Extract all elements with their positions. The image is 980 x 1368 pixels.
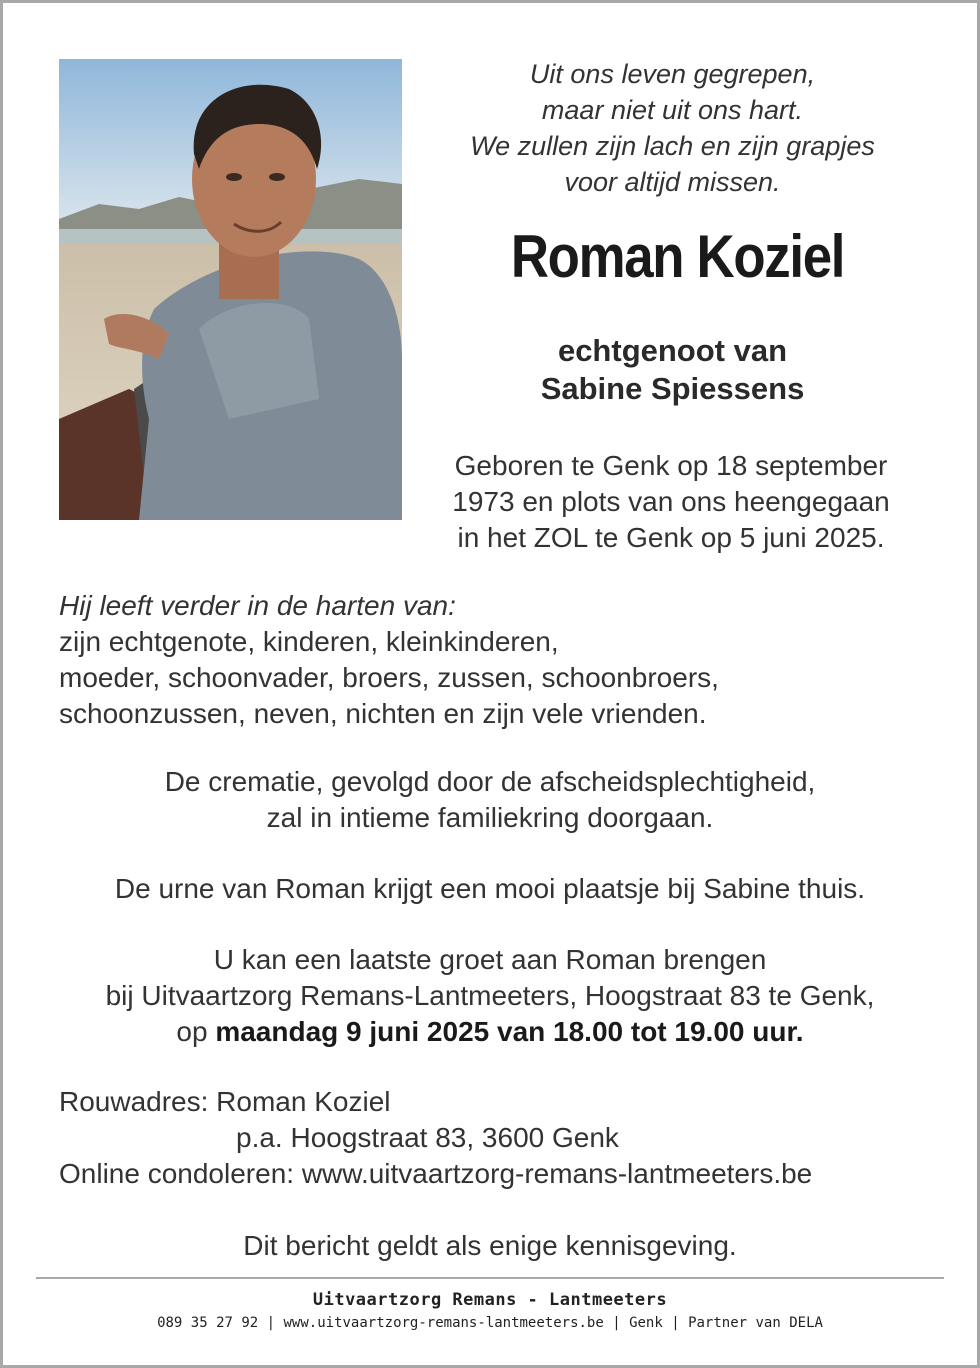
portrait-photo — [59, 59, 402, 520]
memorial-poem — [420, 56, 925, 200]
spouse-label: echtgenoot van — [557, 333, 788, 368]
funeral-home-contact: 089 35 27 92 | www.uitvaartzorg-remans-lantmeeters.be | Genk | Partner van DELA — [157, 1315, 823, 1331]
address-line: p.a. Hoogstraat 83, 3600 Genk — [236, 1122, 619, 1153]
poem-line: voor altijd missen. — [564, 167, 781, 197]
survivors-intro: Hij leeft verder in de harten van: — [59, 590, 456, 621]
birth-line: Geboren te Genk op 18 september — [454, 450, 888, 481]
survivors-line: zijn echtgenote, kinderen, kleinkinderen, — [59, 626, 559, 657]
visit-line: bij Uitvaartzorg Remans-Lantmeeters, Hoogstraat 83 te Genk, — [105, 980, 875, 1011]
spouse-name: Sabine Spiessens — [540, 371, 805, 406]
survivors-block — [59, 588, 919, 732]
urn-notice — [40, 871, 940, 907]
notification-notice — [40, 1228, 940, 1264]
cremation-notice — [40, 764, 940, 836]
visit-datetime: maandag 9 juni 2025 van 18.00 tot 19.00 uur. — [215, 1016, 804, 1047]
address-line: Rouwadres: Roman Koziel — [59, 1086, 391, 1117]
survivors-line: schoonzussen, neven, nichten en zijn vele vrienden. — [59, 698, 707, 729]
mourning-address — [59, 1084, 939, 1192]
condolence-line: Online condoleren: www.uitvaartzorg-remans-lantmeeters.be — [59, 1158, 813, 1189]
poem-line: Uit ons leven gegrepen, — [529, 59, 816, 89]
urn-line: De urne van Roman krijgt een mooi plaatsje bij Sabine thuis. — [114, 873, 866, 904]
footer-divider — [36, 1277, 944, 1279]
birth-line: 1973 en plots van ons heengegaan — [452, 486, 890, 517]
cremation-line: zal in intieme familiekring doorgaan. — [266, 802, 714, 833]
visitation-notice — [40, 942, 940, 1050]
birth-line: in het ZOL te Genk op 5 juni 2025. — [457, 522, 885, 553]
notice-line: Dit bericht geldt als enige kennisgeving. — [243, 1230, 737, 1261]
visit-line: U kan een laatste groet aan Roman brengen — [213, 944, 767, 975]
cremation-line: De crematie, gevolgd door de afscheidsplechtigheid, — [164, 766, 816, 797]
poem-line: We zullen zijn lach en zijn grapjes — [470, 131, 875, 161]
deceased-name: Roman Koziel — [510, 223, 845, 290]
birth-death-details — [412, 448, 930, 556]
visit-prefix: op — [176, 1016, 208, 1047]
poem-line: maar niet uit ons hart. — [541, 95, 804, 125]
visit-line — [40, 1014, 940, 1050]
survivors-line: moeder, schoonvader, broers, zussen, schoonbroers, — [59, 662, 719, 693]
spouse-block — [420, 332, 925, 408]
funeral-home-name: Uitvaartzorg Remans - Lantmeeters — [312, 1290, 668, 1310]
